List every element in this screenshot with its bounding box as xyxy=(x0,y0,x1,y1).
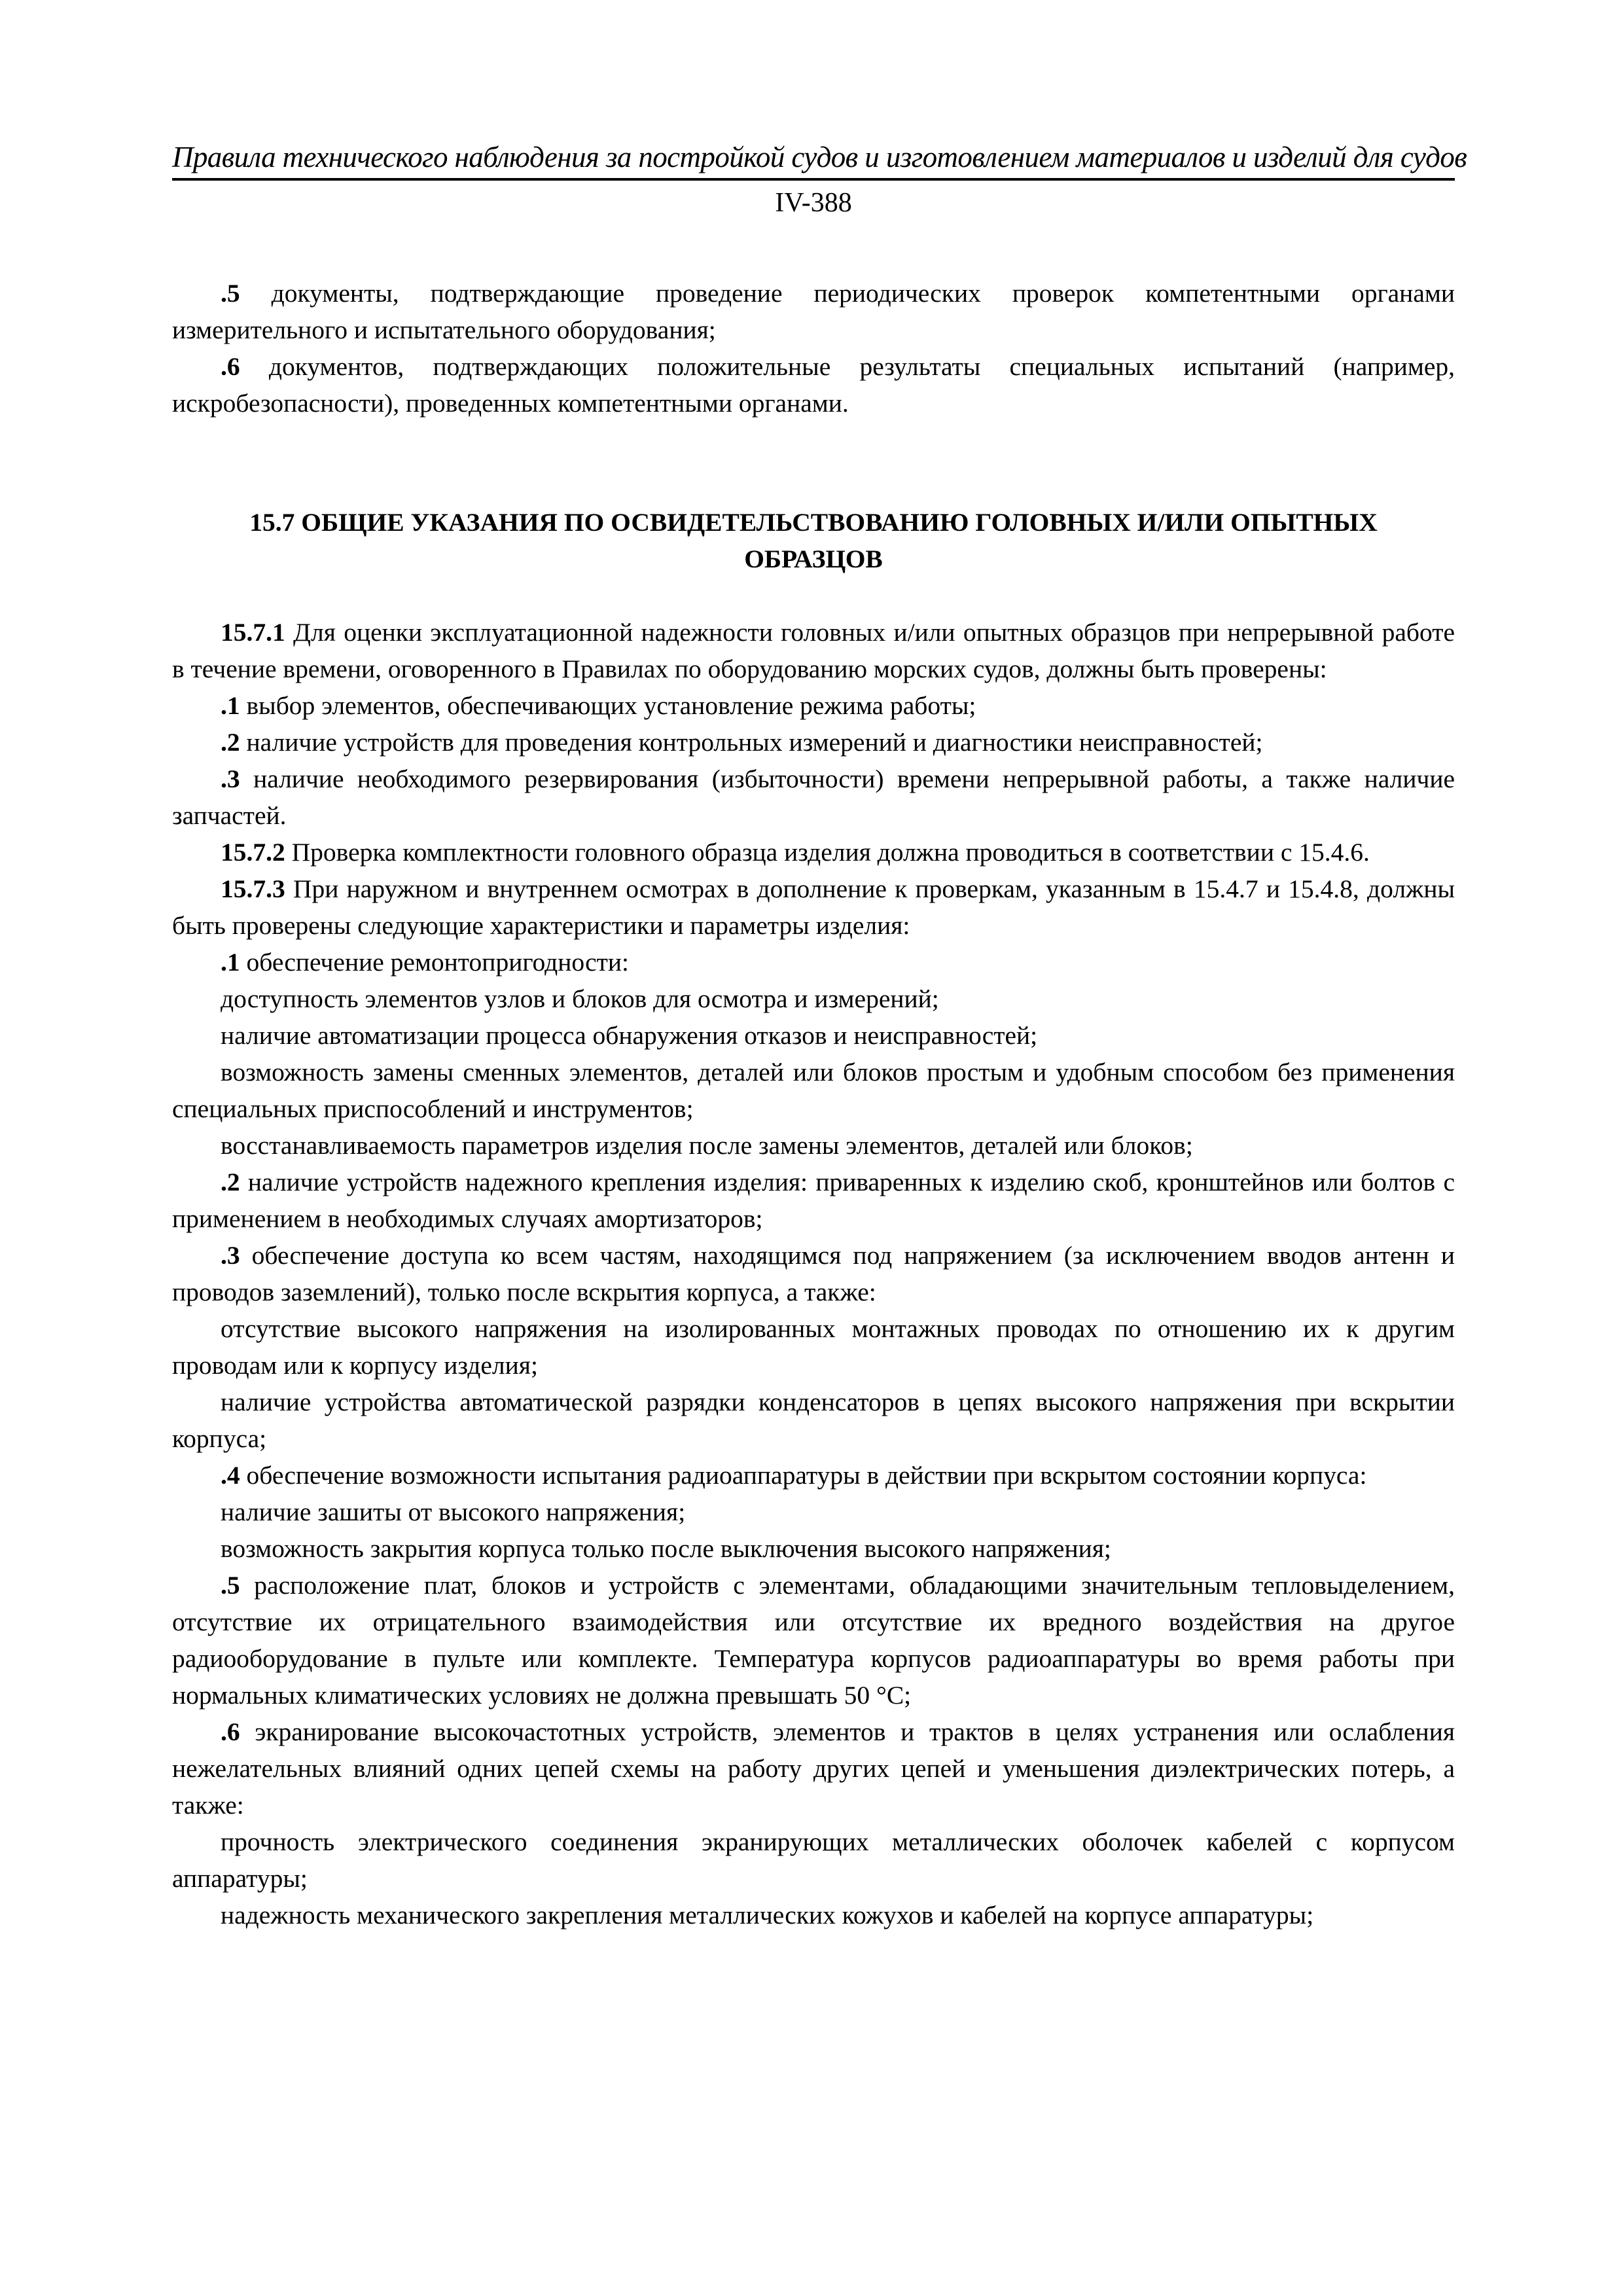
section-body xyxy=(172,614,1455,1933)
section-number: 15.7 xyxy=(249,508,295,537)
paragraph xyxy=(172,687,1455,724)
paragraph-text: наличие устройств для проведения контрольных измерений и диагностики неисправностей; xyxy=(240,728,1263,757)
paragraph-text: наличие зашиты от высокого напряжения; xyxy=(221,1498,686,1526)
item-text: документов, подтверждающих положительные результаты специальных испытаний (например, искробезопасности), проведенных компетентными органами. xyxy=(172,352,1455,418)
paragraph-text: обеспечение возможности испытания радиоаппаратуры в действии при вскрытом состоянии корпуса: xyxy=(240,1461,1367,1490)
paragraph-text: выбор элементов, обеспечивающих установление режима работы; xyxy=(240,691,976,720)
paragraph-text: обеспечение ремонтопригодности: xyxy=(240,948,630,977)
paragraph xyxy=(172,1017,1455,1054)
paragraph-number: .1 xyxy=(221,691,240,720)
item-text: документы, подтверждающие проведение периодических проверок компетентными органами измерительного и испытательного оборудования; xyxy=(172,279,1455,344)
paragraph xyxy=(172,1897,1455,1933)
paragraph-text: обеспечение доступа ко всем частям, находящимся под напряжением (за исключением вводов антенн и проводов заземлений), только после вскрытия корпуса, а также: xyxy=(172,1241,1455,1306)
header-rule xyxy=(172,178,1455,181)
paragraph-number: .5 xyxy=(221,1571,240,1600)
paragraph xyxy=(172,1494,1455,1530)
paragraph xyxy=(172,1384,1455,1457)
paragraph-text: возможность закрытия корпуса только после выключения высокого напряжения; xyxy=(221,1534,1111,1563)
paragraph xyxy=(172,870,1455,944)
paragraph xyxy=(172,1457,1455,1494)
paragraph-number: 15.7.2 xyxy=(221,838,285,867)
document-page xyxy=(172,137,1467,1933)
paragraph xyxy=(172,761,1455,834)
paragraph-text: При наружном и внутреннем осмотрах в дополнение к проверкам, указанным в 15.4.7 и 15.4.8, должны быть проверены следующие характеристики и параметры изделия: xyxy=(172,874,1455,940)
paragraph xyxy=(172,980,1455,1017)
paragraph-text: наличие необходимого резервирования (избыточности) времени непрерывной работы, а также наличие запчастей. xyxy=(172,764,1455,830)
page-number: IV-388 xyxy=(775,188,852,218)
paragraph-text: доступность элементов узлов и блоков для осмотра и измерений; xyxy=(221,984,939,1013)
paragraph-number: .1 xyxy=(221,948,240,977)
section-heading xyxy=(172,504,1455,577)
paragraph-text: наличие устройства автоматической разрядки конденсаторов в цепях высокого напряжения при вскрытии корпуса; xyxy=(172,1388,1455,1453)
paragraph-text: экранирование высокочастотных устройств, элементов и трактов в целях устранения или ослабления нежелательных влияний одних цепей схемы на работу других цепей и уменьшения диэлектрических потерь, а также: xyxy=(172,1717,1455,1820)
paragraph xyxy=(172,1237,1455,1310)
paragraph xyxy=(172,724,1455,761)
paragraph-number: .6 xyxy=(221,1717,240,1746)
paragraph-number: .3 xyxy=(221,764,240,793)
paragraph xyxy=(172,1823,1455,1897)
paragraph xyxy=(172,1310,1455,1384)
paragraph-text: прочность электрического соединения экранирующих металлических оболочек кабелей с корпусом аппаратуры; xyxy=(172,1827,1455,1893)
item-number: .5 xyxy=(221,279,240,308)
paragraph-text: отсутствие высокого напряжения на изолированных монтажных проводах по отношению их к другим проводам или к корпусу изделия; xyxy=(172,1314,1455,1380)
paragraph xyxy=(172,1567,1455,1713)
item-number: .6 xyxy=(221,352,240,381)
paragraph xyxy=(172,944,1455,980)
paragraph-text: Проверка комплектности головного образца изделия должна проводиться в соответствии с 15.4.6. xyxy=(285,838,1370,867)
paragraph-number: 15.7.1 xyxy=(221,618,285,647)
paragraph xyxy=(172,1054,1455,1127)
section-title: ОБЩИЕ УКАЗАНИЯ ПО ОСВИДЕТЕЛЬСТВОВАНИЮ ГОЛОВНЫХ И/ИЛИ ОПЫТНЫХ ОБРАЗЦОВ xyxy=(301,508,1378,573)
paragraph-text: возможность замены сменных элементов, деталей или блоков простым и удобным способом без применения специальных приспособлений и инструментов; xyxy=(172,1058,1455,1123)
paragraph-number: .3 xyxy=(221,1241,240,1270)
paragraph xyxy=(172,1530,1455,1567)
paragraph xyxy=(172,1127,1455,1164)
paragraph-text: надежность механического закрепления металлических кожухов и кабелей на корпусе аппаратуры; xyxy=(221,1901,1314,1929)
paragraph-text: восстанавливаемость параметров изделия после замены элементов, деталей или блоков; xyxy=(221,1131,1193,1160)
paragraph xyxy=(172,834,1455,870)
paragraph-number: .2 xyxy=(221,728,240,757)
paragraph xyxy=(172,1164,1455,1237)
paragraph xyxy=(172,614,1455,687)
paragraph-number: 15.7.3 xyxy=(221,874,285,903)
paragraph-text: наличие автоматизации процесса обнаружения отказов и неисправностей; xyxy=(221,1021,1038,1050)
list-item xyxy=(172,275,1455,348)
paragraph xyxy=(172,1713,1455,1823)
paragraph-text: наличие устройств надежного крепления изделия: приваренных к изделию скоб, кронштейнов или болтов с применением в необходимых случаях амортизаторов; xyxy=(172,1168,1455,1233)
list-item xyxy=(172,348,1455,422)
paragraph-text: Для оценки эксплуатационной надежности головных и/или опытных образцов при непрерывной работе в течение времени, оговоренного в Правилах по оборудованию морских судов, должны быть проверены: xyxy=(172,618,1455,683)
top-items xyxy=(172,275,1455,422)
running-header: Правила технического наблюдения за постройкой судов и изготовлением материалов и изделий для судов xyxy=(172,141,1467,173)
paragraph-number: .4 xyxy=(221,1461,240,1490)
paragraph-number: .2 xyxy=(221,1168,240,1196)
paragraph-text: расположение плат, блоков и устройств с элементами, обладающими значительным тепловыделением, отсутствие их отрицательного взаимодействия или отсутствие их вредного воздействия на другое радиооборудование в пульте или комплекте. Температура корпусов радиоаппаратуры во время работы при нормальных климатических условиях не должна превышать 50 °С; xyxy=(172,1571,1455,1710)
